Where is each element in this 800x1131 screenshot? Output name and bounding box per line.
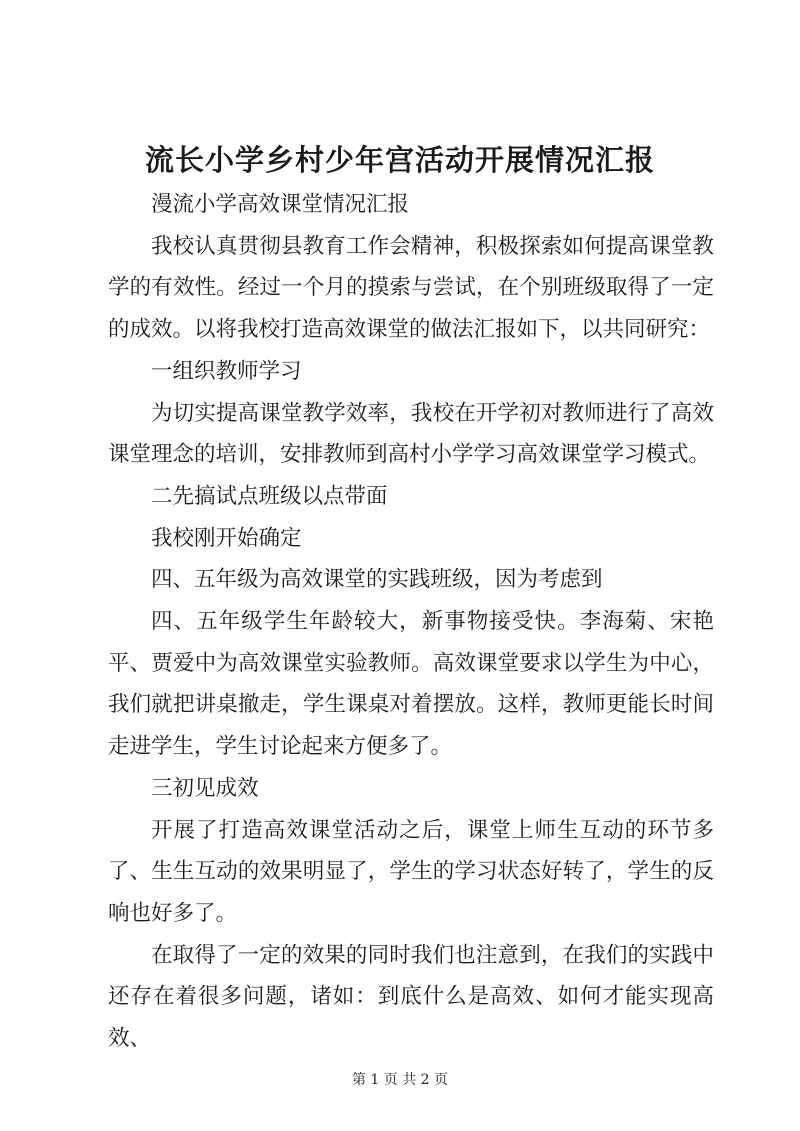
paragraph: 二先搞试点班级以点带面 bbox=[151, 483, 388, 509]
paragraph: 四、五年级学生年龄较大，新事物接受快。李海菊、宋艳平、贾爱中为高效课堂实验教师。高效课堂要求以学生为中心，我们就把讲桌撤走，学生课桌对着摆放。这样，教师更能长时间走进学生，学生讨论起来方便多了。 bbox=[108, 609, 714, 760]
page-number-footer: 第 1 页 共 2 页 bbox=[351, 1072, 449, 1088]
paragraph: 漫流小学高效课堂情况汇报 bbox=[151, 192, 410, 217]
paragraph: 四、五年级为高效课堂的实践班级，因为考虑到 bbox=[151, 567, 603, 593]
paragraph: 我校刚开始确定 bbox=[151, 525, 302, 551]
paragraph: 在取得了一定的效果的同时我们也注意到，在我们的实践中还存在着很多问题，诸如：到底什么是高效、如何才能实现高效、 bbox=[108, 942, 714, 1052]
paragraph: 我校认真贯彻县教育工作会精神，积极探索如何提高课堂教学的有效性。经过一个月的摸索与尝试，在个别班级取得了一定的成效。以将我校打造高效课堂的做法汇报如下，以共同研究： bbox=[108, 233, 714, 343]
paragraph: 为切实提高课堂教学效率，我校在开学初对教师进行了高效课堂理念的培训，安排教师到高村小学学习高效课堂学习模式。 bbox=[108, 400, 714, 468]
paragraph: 开展了打造高效课堂活动之后，课堂上师生互动的环节多了、生生互动的效果明显了，学生的学习状态好转了，学生的反响也好多了。 bbox=[108, 817, 714, 926]
paragraph: 三初见成效 bbox=[151, 775, 259, 801]
document-body bbox=[108, 184, 714, 1060]
paragraph: 一组织教师学习 bbox=[151, 358, 302, 384]
document-title: 流长小学乡村少年宫活动开展情况汇报 bbox=[144, 143, 655, 177]
